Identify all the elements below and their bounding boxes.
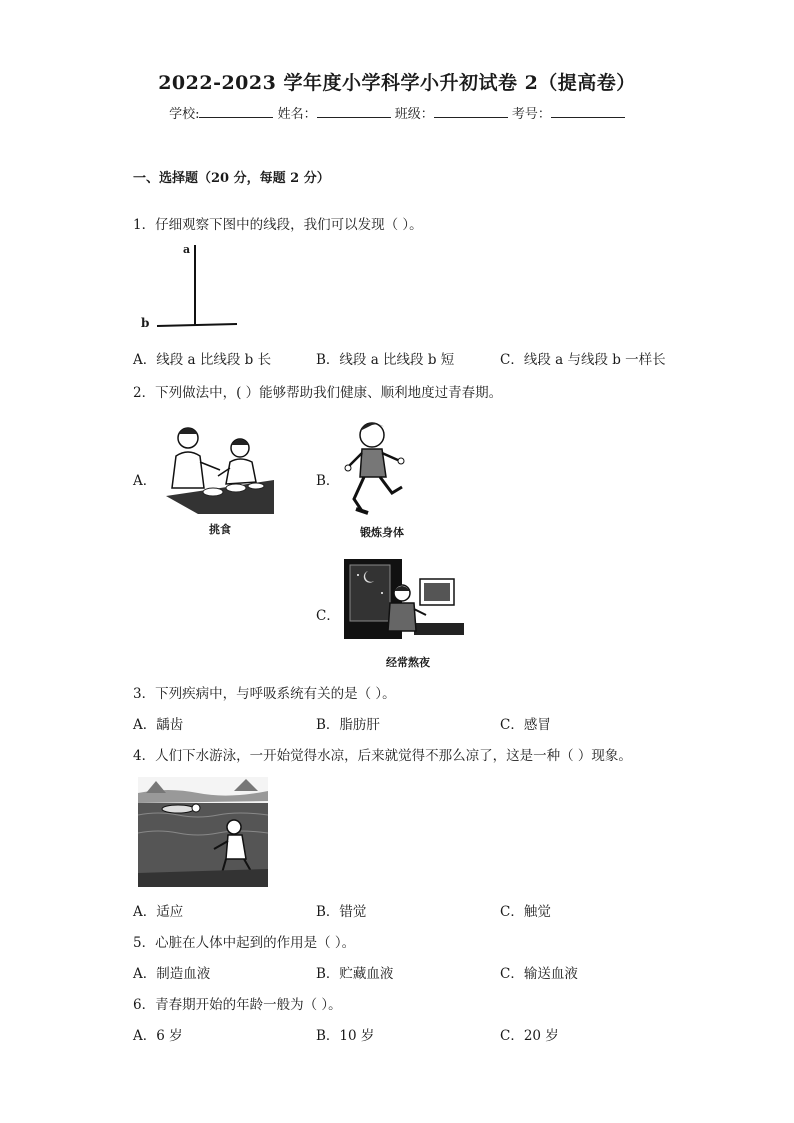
q5-option-a[interactable]: A．制造血液 (133, 966, 211, 982)
question-6-text: 6．青春期开始的年龄一般为（ ）。 (133, 997, 342, 1013)
school-field[interactable] (199, 104, 273, 118)
question-2-text: 2．下列做法中，( ）能够帮助我们健康、顺利地度过青春期。 (133, 385, 503, 401)
q5-option-c[interactable]: C．输送血液 (500, 966, 578, 982)
q3-option-b[interactable]: B．脂肪肝 (316, 717, 380, 733)
exam-number-field[interactable] (551, 104, 625, 118)
q6-option-c[interactable]: C．20 岁 (500, 1028, 559, 1044)
q3-option-a[interactable]: A．龋齿 (133, 717, 184, 733)
page-title: 2022-2023 学年度小学科学小升初试卷 2（提高卷） (158, 72, 636, 94)
q1-option-a[interactable]: A．线段 a 比线段 b 长 (133, 352, 272, 368)
question-1-text: 1．仔细观察下图中的线段，我们可以发现（ ）。 (133, 217, 423, 233)
q6-option-a[interactable]: A．6 岁 (133, 1028, 183, 1044)
q1-option-c[interactable]: C．线段 a 与线段 b 一样长 (500, 352, 666, 368)
caption-staying-up-late: 经常熬夜 (386, 656, 430, 669)
q1-option-b[interactable]: B．线段 a 比线段 b 短 (316, 352, 455, 368)
section-heading: 一、选择题（20 分，每题 2 分） (133, 171, 330, 186)
name-field[interactable] (317, 104, 391, 118)
q4-option-b[interactable]: B．错觉 (316, 904, 367, 920)
student-info-line (0, 103, 794, 122)
name-label: 姓名： (277, 107, 317, 122)
class-field[interactable] (434, 104, 508, 118)
q5-option-b[interactable]: B．贮藏血液 (316, 966, 394, 982)
q2-option-a[interactable]: A． (133, 473, 157, 489)
q2-option-b[interactable]: B． (316, 473, 340, 489)
question-3-text: 3．下列疾病中，与呼吸系统有关的是（ ）。 (133, 686, 396, 702)
exercising-illustration (340, 415, 410, 521)
q4-option-a[interactable]: A．适应 (133, 904, 184, 920)
q2-option-c[interactable]: C． (316, 608, 340, 624)
segment-a-label: a (183, 243, 191, 256)
segment-b (157, 324, 237, 326)
school-label: 学校: (169, 107, 200, 122)
q6-option-b[interactable]: B．10 岁 (316, 1028, 375, 1044)
question-5-text: 5．心脏在人体中起到的作用是（ ）。 (133, 935, 356, 951)
q3-option-c[interactable]: C．感冒 (500, 717, 551, 733)
class-label: 班级： (394, 107, 434, 122)
question-4-text: 4．人们下水游泳，一开始觉得水凉，后来就觉得不那么凉了，这是一种（ ）现象。 (133, 748, 632, 764)
staying-up-late-illustration (340, 553, 470, 645)
q4-option-c[interactable]: C．触觉 (500, 904, 551, 920)
exam-number-label: 考号： (511, 107, 551, 122)
picky-eating-illustration (158, 418, 276, 518)
segment-b-label: b (141, 316, 150, 330)
caption-picky-eating: 挑食 (209, 523, 231, 536)
swimming-illustration (138, 775, 270, 889)
caption-exercising: 锻炼身体 (360, 526, 404, 539)
